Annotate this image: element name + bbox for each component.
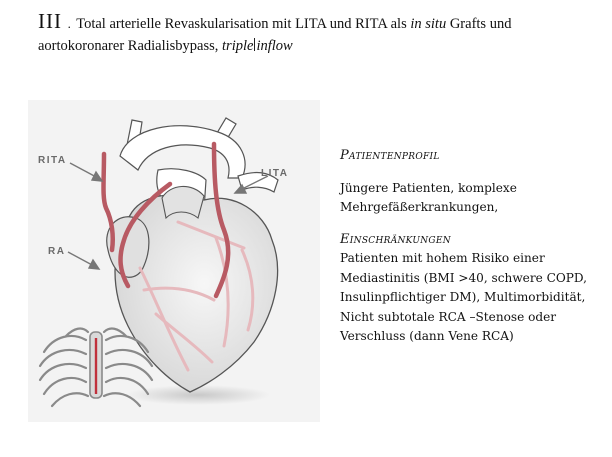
section-separator: . xyxy=(67,16,71,31)
label-lita: LITA xyxy=(261,168,289,179)
bypass-figure xyxy=(28,100,320,422)
patient-profile-heading: Patientenprofil xyxy=(340,148,440,163)
title-italic-triple: triple xyxy=(222,38,254,54)
title-text-part1: Total arterielle Revaskularisation mit LITA und RITA als xyxy=(76,16,407,32)
page-title xyxy=(38,10,598,57)
title-italic-inflow: inflow xyxy=(256,38,293,54)
label-rita: RITA xyxy=(38,155,67,166)
section-numeral: III xyxy=(38,9,62,33)
label-ra: RA xyxy=(48,246,66,257)
description-panel xyxy=(340,146,605,347)
heart-anatomy-illustration xyxy=(28,100,320,422)
limitations-text: Patienten mit hohem Risiko einer Mediastinitis (BMI >40, schwere COPD, Insulinpflichtiger DM), Multimorbidität, Nicht subtotale RCA –Stenose oder Verschluss (dann Vene RCA) xyxy=(340,251,588,343)
title-text-italic: in situ xyxy=(410,16,447,32)
limitations-heading: Einschränkungen xyxy=(340,231,451,247)
title-text-part2: Grafts und aortokoronarer Radialisbypass, xyxy=(38,16,512,54)
patient-profile-text: Jüngere Patienten, komplexe Mehrgefäßerkrankungen, xyxy=(340,180,517,214)
